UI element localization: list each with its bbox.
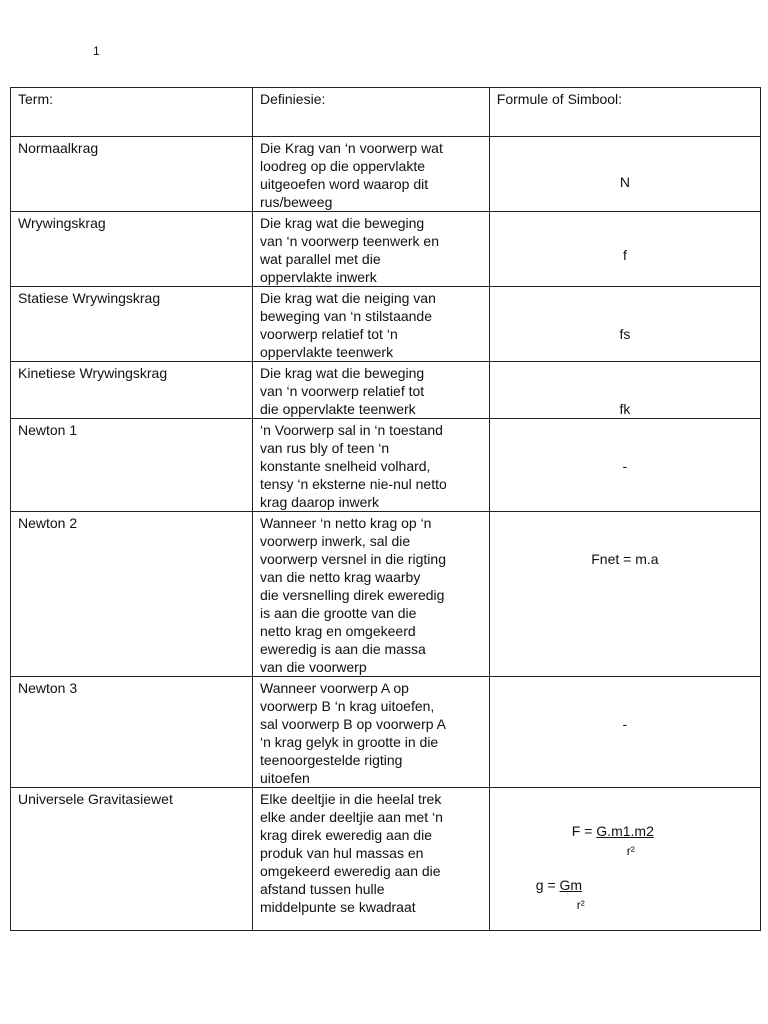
term-cell: Normaalkrag (11, 137, 253, 212)
term-cell: Universele Gravitasiewet (11, 788, 253, 931)
symbol-cell (489, 212, 760, 287)
definition-cell: ‘n Voorwerp sal in ‘n toestand van rus bly of teen ‘n konstante snelheid volhard, tensy ‘n eksterne nie-nul netto krag daarop inwerk (253, 419, 490, 512)
force-formula (572, 822, 654, 840)
symbol-text: - (622, 716, 628, 732)
definition-cell: Die krag wat die neiging van beweging van ‘n stilstaande voorwerp relatief tot ‘n oppervlakte teenwerk (253, 287, 490, 362)
symbol-cell (489, 362, 760, 419)
definition-cell: Elke deeltjie in die heelal trek elke ander deeltjie aan met ‘n krag direk eweredig aan die produk van hul massas en omgekeerd eweredig aan die afstand tussen hulle middelpunte se kwadraat (253, 788, 490, 931)
gravity-numerator: Gm (559, 877, 583, 893)
table-row (11, 362, 761, 419)
symbol-text: fk (619, 401, 631, 417)
header-row (11, 88, 761, 137)
term-cell: Newton 1 (11, 419, 253, 512)
symbol-cell (489, 287, 760, 362)
formula-cell (489, 788, 760, 931)
header-definition: Definiesie: (253, 88, 490, 137)
gravity-denominator: r² (576, 898, 585, 912)
definitions-table (10, 87, 761, 931)
table-row (11, 419, 761, 512)
table-row (11, 788, 761, 931)
definition-cell: Die Krag van ‘n voorwerp wat loodreg op die oppervlakte uitgeoefen word waarop dit rus/beweeg (253, 137, 490, 212)
page-number: 1 (93, 44, 100, 58)
symbol-text: f (622, 247, 627, 263)
gravity-lhs: g = (535, 877, 560, 893)
symbol-text: - (622, 458, 628, 474)
term-cell: Statiese Wrywingskrag (11, 287, 253, 362)
symbol-text: fs (619, 326, 631, 342)
gravity-formulas (490, 788, 760, 930)
term-cell: Kinetiese Wrywingskrag (11, 362, 253, 419)
term-cell: Newton 2 (11, 512, 253, 677)
symbol-text: N (619, 174, 630, 190)
gravity-formula (536, 876, 582, 894)
table-row (11, 137, 761, 212)
table-row (11, 287, 761, 362)
force-denominator: r² (626, 844, 635, 858)
table-row (11, 512, 761, 677)
header-term: Term: (11, 88, 253, 137)
symbol-cell (489, 677, 760, 788)
force-lhs: F = (571, 823, 597, 839)
symbol-text: Fnet = m.a (591, 551, 659, 567)
definition-cell: Die krag wat die beweging van ‘n voorwerp relatief tot die oppervlakte teenwerk (253, 362, 490, 419)
table-row (11, 212, 761, 287)
table-row (11, 677, 761, 788)
term-cell: Wrywingskrag (11, 212, 253, 287)
symbol-cell (489, 512, 760, 677)
definition-cell: Die krag wat die beweging van ‘n voorwerp teenwerk en wat parallel met die oppervlakte inwerk (253, 212, 490, 287)
force-numerator: G.m1.m2 (596, 823, 654, 839)
header-formula: Formule of Simbool: (489, 88, 760, 137)
definition-cell: Wanneer ‘n netto krag op ‘n voorwerp inwerk, sal die voorwerp versnel in die rigting van die netto krag waarby die versnelling direk eweredig is aan die grootte van die netto krag en omgekeerd eweredig is aan die massa van die voorwerp (253, 512, 490, 677)
symbol-cell (489, 419, 760, 512)
term-cell: Newton 3 (11, 677, 253, 788)
symbol-cell (489, 137, 760, 212)
definition-cell: Wanneer voorwerp A op voorwerp B ‘n krag uitoefen, sal voorwerp B op voorwerp A ‘n krag gelyk in grootte in die teenoorgestelde rigting uitoefen (253, 677, 490, 788)
